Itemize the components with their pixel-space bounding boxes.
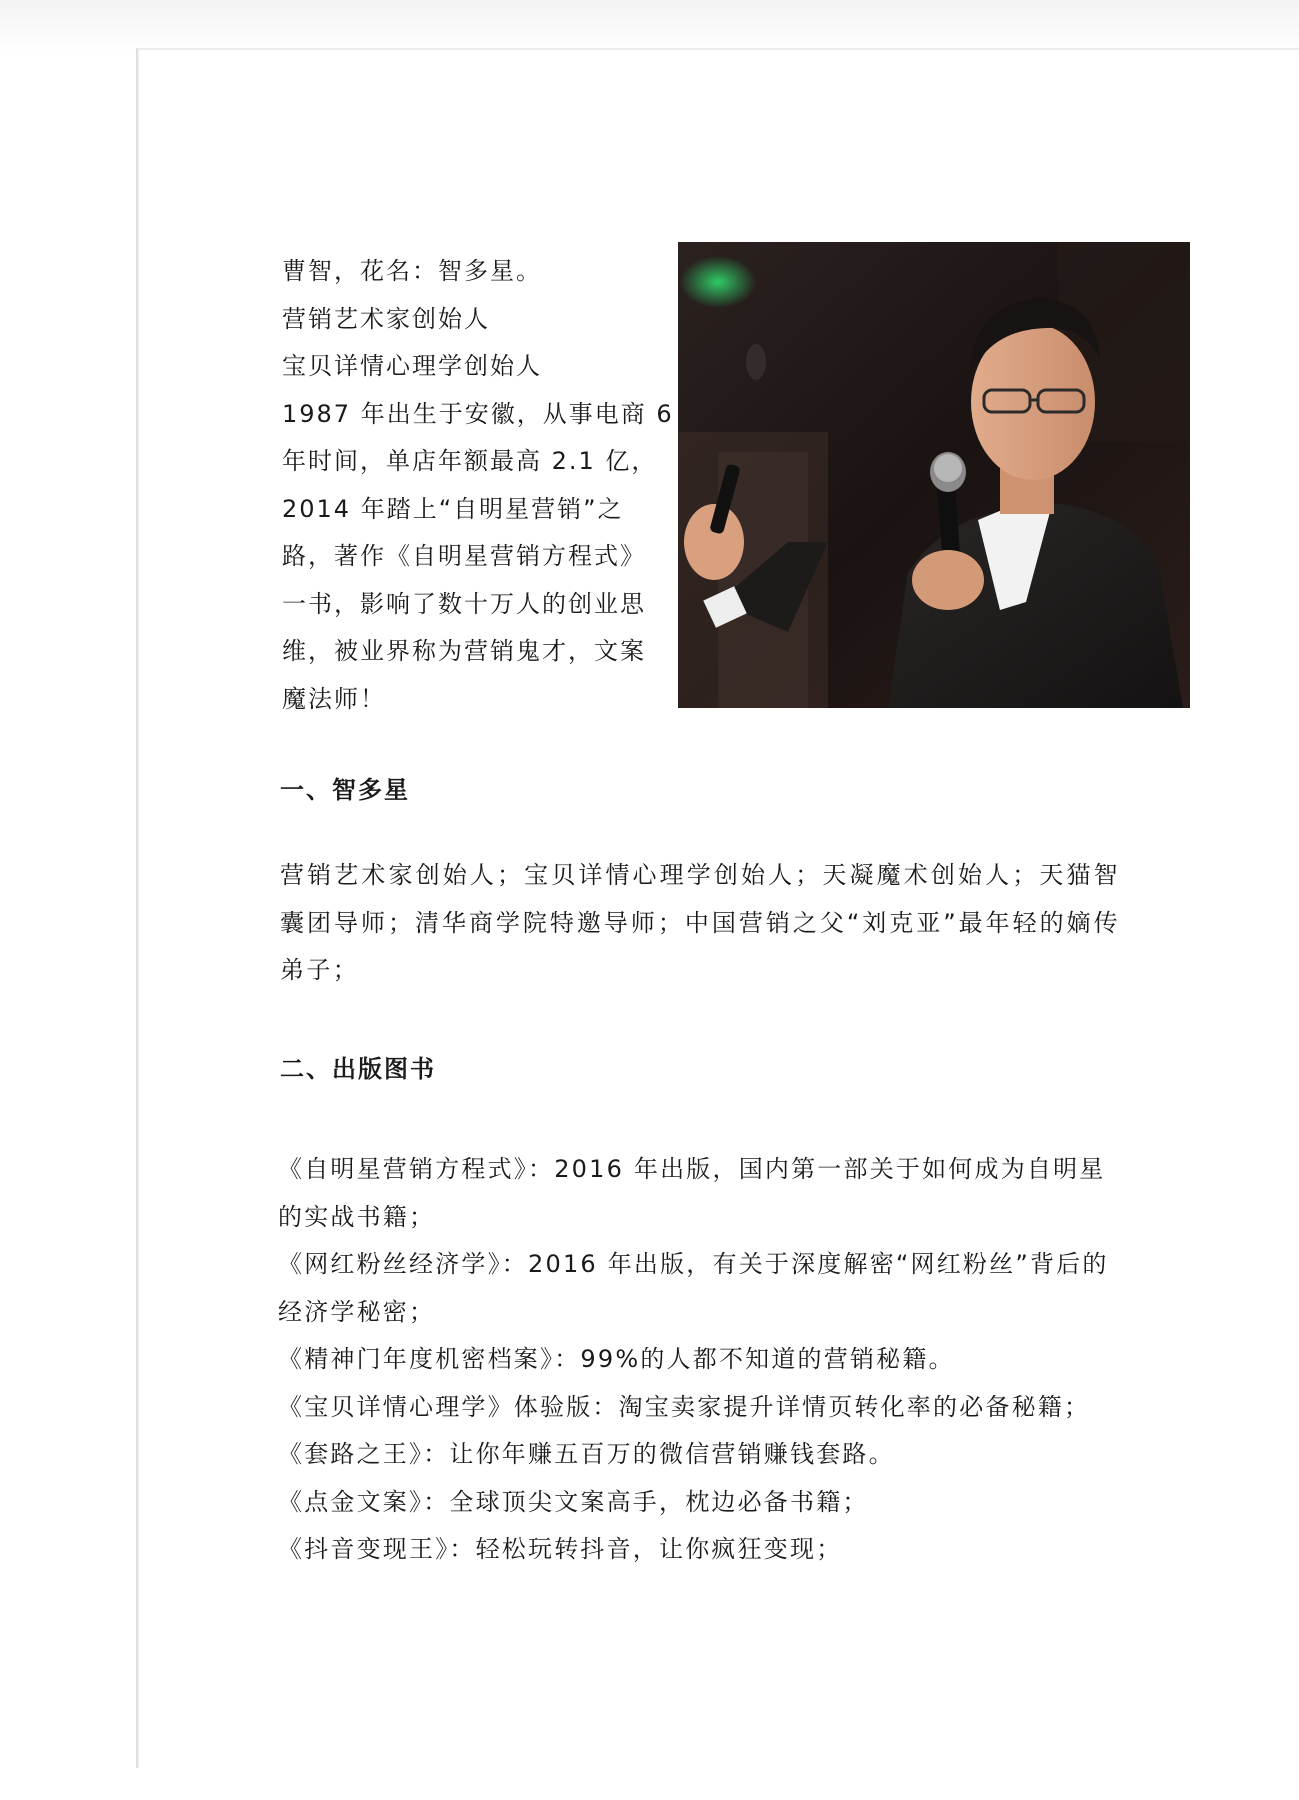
intro-line: 营销艺术家创始人 <box>282 304 490 333</box>
section-heading-books: 二、出版图书 <box>280 1055 436 1083</box>
intro-block <box>282 248 674 723</box>
section-heading-zhiduoxing: 一、智多星 <box>280 776 410 804</box>
book-item: 《点金文案》：全球顶尖文案高手，枕边必备书籍； <box>278 1487 869 1516</box>
intro-line: 曹智，花名：智多星。 <box>282 257 542 285</box>
intro-line: 宝贝详情心理学创始人 <box>282 352 542 380</box>
speaker-photo <box>678 242 1190 708</box>
book-item: 《自明星营销方程式》：2016 年出版，国内第一部关于如何成为自明星的实战书籍； <box>278 1155 1106 1231</box>
book-list <box>278 1146 1128 1574</box>
book-item: 《套路之王》：让你年赚五百万的微信营销赚钱套路。 <box>278 1440 895 1468</box>
intro-line: 年时间，单店年额最高 2.1 亿， <box>282 447 658 475</box>
intro-line: 魔法师！ <box>282 684 386 713</box>
intro-line: 1987 年出生于安徽，从事电商 6 <box>282 399 674 428</box>
section-body-titles: 营销艺术家创始人；宝贝详情心理学创始人；天凝魔术创始人；天猫智囊团导师；清华商学院特邀导师；中国营销之父“刘克亚”最年轻的嫡传弟子； <box>280 861 1120 984</box>
intro-line: 维，被业界称为营销鬼才，文案 <box>282 637 646 665</box>
book-item: 《宝贝详情心理学》体验版：淘宝卖家提升详情页转化率的必备秘籍； <box>278 1392 1091 1421</box>
speaker-photo-illustration <box>678 242 1190 708</box>
intro-line: 2014 年踏上“自明星营销”之 <box>282 494 624 523</box>
intro-line: 路，著作《自明星营销方程式》 <box>282 542 646 570</box>
book-item: 《抖音变现王》：轻松玩转抖音，让你疯狂变现； <box>278 1535 843 1563</box>
book-item: 《网红粉丝经济学》：2016 年出版，有关于深度解密“网红粉丝”背后的经济学秘密； <box>278 1250 1109 1326</box>
book-item: 《精神门年度机密档案》：99%的人都不知道的营销秘籍。 <box>278 1345 955 1373</box>
intro-line: 一书，影响了数十万人的创业思 <box>282 589 646 618</box>
